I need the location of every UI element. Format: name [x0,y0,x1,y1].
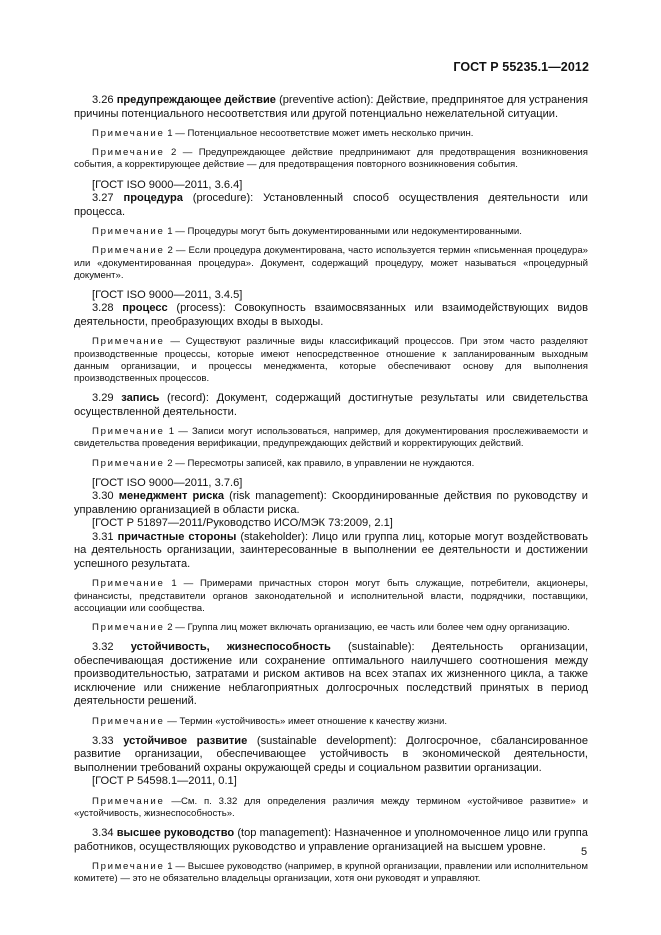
note-label: Примечание [92,426,165,438]
entry-3-31-note-1 [74,578,588,615]
entry-3-27 [74,192,588,219]
note-label: Примечание [92,128,165,139]
entry-definition: (risk management): Скоординированные действия по руководству и управлению организацией в области риска. [74,490,588,516]
entry-3-33-source: [ГОСТ Р 54598.1—2011, 0.1] [92,775,237,788]
entry-3-29-source: [ГОСТ ISO 9000—2011, 3.7.6] [92,476,243,489]
note-label: Примечание [92,147,165,159]
note-text: 2 — Предупреждающее действие предпринимают для предотвращения возникновения события, а корректирующее действие — для предотвращения повторного возникновения события. [74,147,588,171]
entry-3-31-note-2 [74,622,588,634]
note-label: Примечание [92,226,165,238]
entry-term: устойчивость, жизнеспособность [130,641,331,654]
entry-3-30-source: [ГОСТ Р 51897—2011/Руководство ИСО/МЭК 73:2009, 2.1] [92,517,393,530]
entry-number: 3.30 [92,490,114,503]
entry-number: 3.31 [92,530,114,543]
entry-number: 3.27 [92,192,114,205]
entry-3-29-note-2 [74,458,588,470]
entry-3-28-note [74,336,588,385]
note-text: 1 — Примерами причастных сторон могут быть служащие, потребители, акционеры, финансисты, представители органов законодательной и исполнительной власти, подрядчики, поставщики, ассоциации или сообщества. [74,578,588,614]
entry-number: 3.32 [92,641,114,654]
entry-3-26-note-1 [74,128,588,140]
entry-3-29 [74,392,588,419]
note-text: 1 — Процедуры могут быть документированными или недокументированными. [164,226,522,238]
note-label: Примечание [92,715,165,727]
note-label: Примечание [92,621,165,633]
note-text: 2 — Если процедура документирована, часто используется термин «письменная процедура» или «документированная процедура». Документ, содержащий процедуру, может называться «процедурный документ». [74,245,588,281]
note-text: 1 — Записи могут использоваться, например, для документирования прослеживаемости и свидетельства проведения верификации, предупреждающих действий и корректирующих действий. [74,426,588,450]
note-label: Примечание [92,861,165,873]
entry-3-27-note-2 [74,245,588,282]
note-text: 2 — Группа лиц может включать организацию, ее часть или более чем одну организацию. [164,621,570,633]
entry-number: 3.28 [92,302,114,315]
note-label: Примечание [92,245,165,257]
entry-definition: (preventive action): Действие, предпринятое для устранения причины потенциального несоответствия или другой потенциально нежелательной ситуации. [74,94,588,120]
entry-term: высшее руководство [116,827,235,840]
entry-term: процедура [123,192,183,205]
note-text: — Существуют различные виды классификаций процессов. При этом часто разделяют производственные процессы, которые имеют непосредственное отношение к запланированным выходным данным организации, и процессы менеджмента, которые обеспечивают основу для выполнения производственных процессов. [74,336,588,385]
entry-3-32 [74,641,588,709]
entry-3-34-note-1 [74,861,588,885]
entry-3-34 [74,827,588,854]
entry-term: устойчивое развитие [123,734,248,747]
entry-term: процесс [122,302,168,315]
note-label: Примечание [92,457,165,469]
entry-3-33 [74,735,588,776]
entry-3-32-note [74,716,588,728]
entry-number: 3.26 [92,94,114,106]
entry-3-30 [74,490,588,517]
entry-definition: (procedure): Установленный способ осуществления деятельности или процесса. [74,192,588,218]
entry-definition: (process): Совокупность взаимосвязанных или взаимодействующих видов деятельности, преобразующих входы в выходы. [74,302,588,328]
entry-definition: (stakeholder): Лицо или группа лиц, которые могут воздействовать на деятельность организации, заинтересованные в выполнении ее деятельности и достижении успешного результата. [74,530,588,570]
note-text: — Термин «устойчивость» имеет отношение к качеству жизни. [164,715,448,727]
note-text: —См. п. 3.32 для определения различия между термином «устойчивое развитие» и «устойчивость, жизнеспособность». [74,795,588,820]
entry-3-27-source: [ГОСТ ISO 9000—2011, 3.4.5] [92,288,243,301]
entry-definition: (sustainable development): Долгосрочное, сбалансированное развитие организации, обеспечивающее устойчивость в экономической деятельности, выполнении требований охраны окружающей среды и социальном развитии организации. [74,734,588,774]
entry-term: причастные стороны [117,530,237,543]
entry-number: 3.29 [92,392,114,405]
entry-3-26 [74,94,588,121]
entry-3-26-source: [ГОСТ ISO 9000—2011, 3.6.4] [92,178,243,191]
entry-3-28 [74,302,588,329]
document-body [74,94,588,886]
note-label: Примечание [92,578,165,590]
entry-term: предупреждающее действие [116,94,276,106]
entry-3-33-note [74,796,588,820]
entry-number: 3.34 [92,827,114,840]
note-text: 1 — Высшее руководство (например, в крупной организации, правлении или исполнительном комитете) — это не обязательно владельцы организации, хотя они руководят и управляют. [74,861,588,885]
entry-3-27-note-1 [74,226,588,238]
entry-definition: (record): Документ, содержащий достигнутые результаты или свидетельства осуществленной деятельности. [74,392,588,418]
entry-number: 3.33 [92,734,114,747]
entry-3-26-note-2 [74,147,588,171]
entry-term: запись [121,392,160,405]
note-text: 2 — Пересмотры записей, как правило, в управлении не нуждаются. [164,457,475,469]
note-label: Примечание [92,795,165,807]
page-number: 5 [581,846,588,858]
entry-definition: (sustainable): Деятельность организации, обеспечивающая достижение или сохранение оптимального наилучшего соотношения между производительностью, затратами и риском активов на всех этапах их жизненного цикла, а также исключение или снижение неблагоприятных долгосрочных последствий принятых в период деятельности решений. [74,641,588,708]
document-header: ГОСТ Р 55235.1—2012 [453,60,589,74]
entry-definition: (top management): Назначенное и уполномоченное лицо или группа работников, осуществляющих руководство и управление организацией на высшем уровне. [74,827,588,853]
note-label: Примечание [92,336,165,348]
entry-3-29-note-1 [74,426,588,450]
note-text: 1 — Потенциальное несоответствие может иметь несколько причин. [164,128,474,139]
entry-3-31 [74,531,588,572]
entry-term: менеджмент риска [118,490,225,503]
